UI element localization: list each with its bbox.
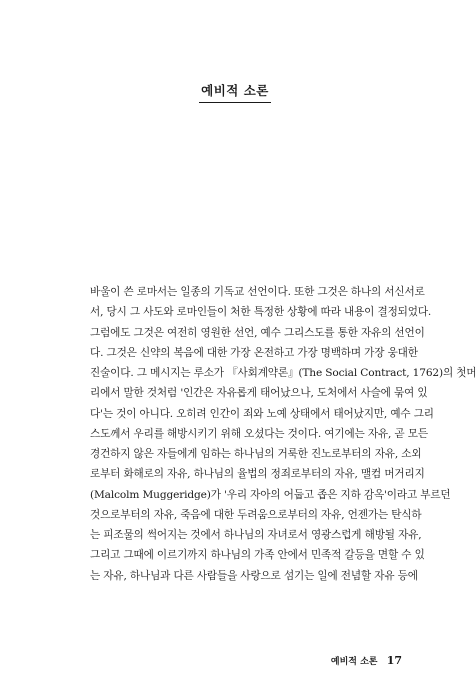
body-line: 다. 그것은 신약의 복음에 대한 가장 온전하고 가장 명백하며 가장 웅대한 xyxy=(90,346,418,359)
running-head: 예비적 소론 xyxy=(330,657,378,667)
body-line: 그럼에도 그것은 여전히 영원한 선언, 예수 그리스도를 통한 자유의 선언이 xyxy=(90,326,425,339)
body-line: 는 피조물의 썩어지는 것에서 하나님의 자녀로서 영광스럽게 해방될 자유, xyxy=(90,529,422,541)
page-footer xyxy=(0,654,402,667)
chapter-title xyxy=(0,80,470,103)
body-line: 경건하지 않은 자들에게 임하는 하나님의 거룩한 진노로부터의 자유, 소외 xyxy=(90,448,422,460)
body-line: 스도께서 우리를 해방시키기 위해 오셨다는 것이다. 여기에는 자유, 곧 모든 xyxy=(90,427,428,440)
body-line: 서, 당시 그 사도와 로마인들이 처한 특정한 상황에 따라 내용이 결정되었다. xyxy=(90,306,432,319)
body-line: 다'는 것이 아니다. 오히려 인간이 죄와 노예 상태에서 태어났지만, 예수 그리 xyxy=(90,407,434,420)
body-line: 바울이 쓴 로마서는 일종의 기독교 선언이다. 또한 그것은 하나의 서신서로 xyxy=(90,286,425,298)
body-line: 것으로부터의 자유, 죽음에 대한 두려움으로부터의 자유, 언젠가는 탄식하 xyxy=(90,508,422,521)
chapter-title-text: 예비적 소론 xyxy=(199,81,271,103)
body-line: 진술이다. 그 메시지는 루소가 『사회계약론』(The Social Contract, 1762)의 첫머 xyxy=(90,367,476,379)
body-line: 리에서 말한 것처럼 '인간은 자유롭게 태어났으나, 도처에서 사슬에 묶여 있 xyxy=(90,387,428,400)
page-number: 17 xyxy=(386,654,402,667)
body-line: 는 자유, 하나님과 다른 사람들을 사랑으로 섬기는 일에 전념할 자유 등에 xyxy=(90,569,418,582)
body-line: 그리고 그때에 이르기까지 하나님의 가족 안에서 민족적 갈등을 면할 수 있 xyxy=(90,549,425,562)
body-text xyxy=(90,282,476,586)
body-line: 로부터 화해로의 자유, 하나님의 율법의 정죄로부터의 자유, 맬컴 머거리지 xyxy=(90,468,425,481)
body-line: (Malcolm Muggeridge)가 '우리 자아의 어둡고 좁은 지하 감옥'이라고 부르던 xyxy=(90,488,451,501)
